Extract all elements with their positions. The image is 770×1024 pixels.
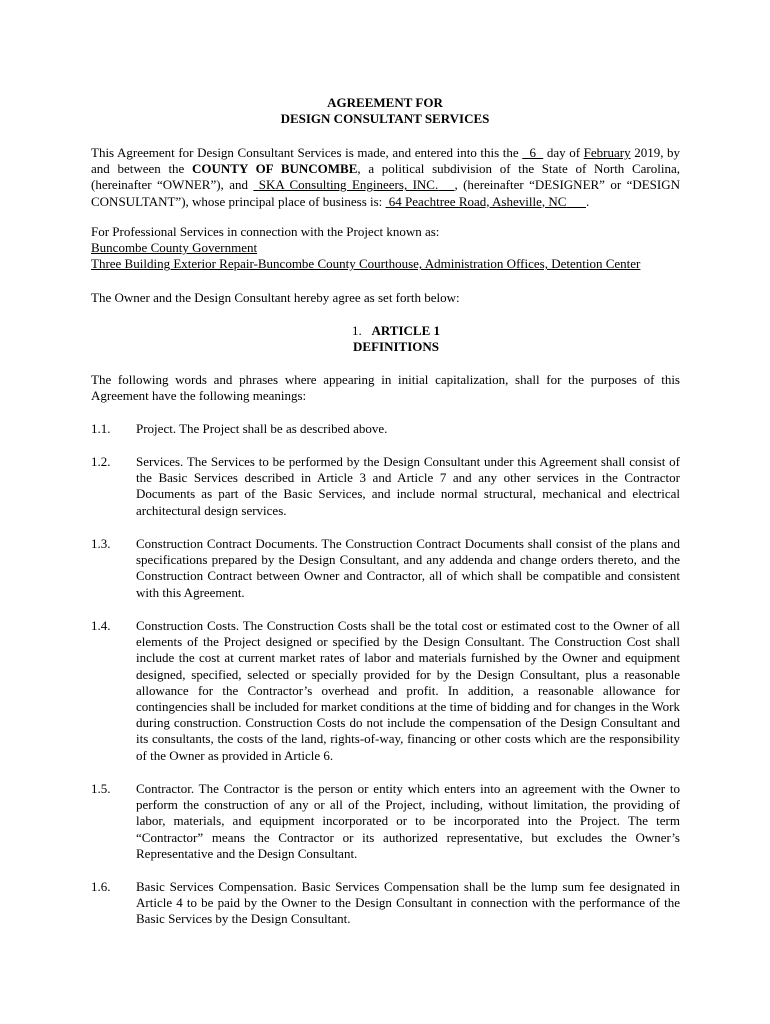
designer-address: 64 Peachtree Road, Asheville, NC	[388, 193, 567, 209]
intro-text-3: 2019, by and between the	[91, 145, 681, 177]
intro-text-5: , (hereinafter “DESIGNER” or “DESIGN CONSULTANT”), whose principal place of business is:	[91, 177, 681, 209]
designer-name: SKA Consulting Engineers, INC.	[258, 177, 439, 193]
agree-statement: The Owner and the Design Consultant hereby agree as set forth below:	[91, 290, 460, 305]
definition-text: Basic Services Compensation. Basic Services Compensation shall be the lump sum fee designated in Article 4 to be paid by the Owner to the Design Consultant in connection with the performance of the Basic Services by the Design Consultant.	[136, 879, 680, 927]
agreement-title	[0, 95, 770, 127]
article-number: 1.	[351, 323, 362, 338]
article-title: ARTICLE 1	[371, 323, 441, 338]
agreement-day: 6	[529, 145, 537, 160]
definition-text: Project. The Project shall be as described above.	[136, 421, 388, 436]
definition-text: Services. The Services to be performed by the Design Consultant under this Agreement shall consist of the Basic Services described in Article 3 and Article 7 and any other services in the Contractor Documents as part of the Basic Services, and include normal structural, mechanical and electrical architectural design services.	[136, 454, 680, 518]
intro-paragraph	[91, 145, 680, 210]
definition-number: 1.4.	[91, 618, 111, 633]
definition-text: Contractor. The Contractor is the person or entity which enters into an agreement with the Owner to perform the construction of any or all of the Project, including, without limitation, the providing of labor, materials, and equipment incorporated or to be incorporated into the Project. The term “Contractor” means the Contractor or its authorized representative, but excludes the Owner’s Representative and the Design Consultant.	[136, 781, 680, 861]
definition-text: Construction Costs. The Construction Costs shall be the total cost or estimated cost to the Owner of all elements of the Project designed or specified by the Design Consultant. The Construction Cost shall include the cost at current market rates of labor and materials furnished by the Owner and equipment designed, specified, selected or specially provided for by the Design Consultant, plus a reasonable allowance for the Contractor’s overhead and profit. In addition, a reasonable allowance for contingencies shall be included for market conditions at the time of bidding and for changes in the Work during construction. Construction Costs do not include the compensation of the Design Consultant and its consultants, the costs of the land, rights-of-way, financing or other costs which are the responsibility of the Owner as provided in Article 6.	[136, 618, 680, 763]
project-name-line-2: Three Building Exterior Repair-Buncombe County Courthouse, Administration Offices, Detention Center	[91, 256, 641, 272]
title-line-2: DESIGN CONSULTANT SERVICES	[280, 111, 490, 126]
project-lead: For Professional Services in connection with the Project known as:	[91, 224, 440, 239]
intro-text-2: day of	[546, 145, 581, 160]
definition-number: 1.3.	[91, 536, 111, 551]
article-heading	[0, 323, 770, 355]
definition-text: Construction Contract Documents. The Construction Contract Documents shall consist of the plans and specifications prepared by the Design Consultant, and any addenda and change orders thereto, and the Construction Contract between Owner and Contractor, all of which shall be compatible and consistent with this Agreement.	[136, 536, 680, 600]
article-subtitle: DEFINITIONS	[353, 339, 439, 354]
agreement-month: February	[583, 145, 631, 160]
definition-number: 1.1.	[91, 421, 111, 436]
owner-name: COUNTY OF BUNCOMBE	[192, 161, 358, 177]
definition-number: 1.5.	[91, 781, 111, 796]
definition-number: 1.2.	[91, 454, 111, 469]
intro-text-1: This Agreement for Design Consultant Services is made, and entered into this the	[91, 145, 519, 160]
intro-text-6: .	[585, 193, 590, 209]
definitions-intro: The following words and phrases where appearing in initial capitalization, shall for the purposes of this Agreement have the following meanings:	[91, 372, 680, 404]
project-section	[91, 224, 680, 273]
intro-text-4: , a political subdivision of the State of North Carolina, (hereinafter “OWNER”), and	[91, 161, 681, 193]
title-line-1: AGREEMENT FOR	[327, 95, 443, 110]
definition-number: 1.6.	[91, 879, 111, 894]
project-name-line-1: Buncombe County Government	[91, 240, 258, 256]
